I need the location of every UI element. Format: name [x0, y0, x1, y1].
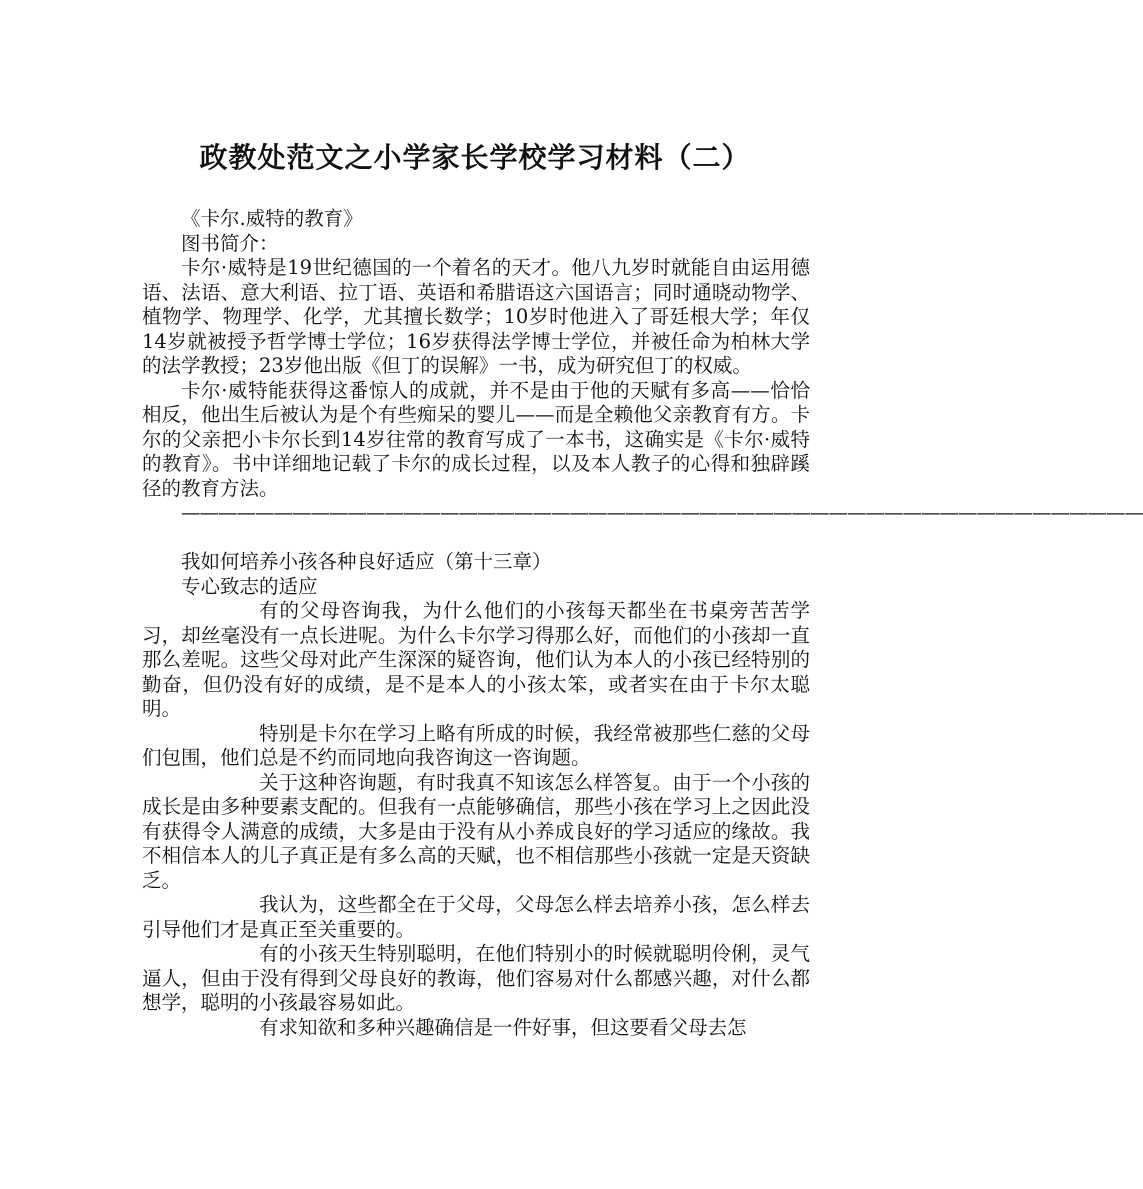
separator-line: ———————————————————————————————————————————————————— [181, 501, 1143, 524]
document-title: 政教处范文之小学家长学校学习材料（二） [199, 141, 751, 174]
body-paragraph: 有的小孩天生特别聪明，在他们特别小的时候就聪明伶俐，灵气逼人，但由于没有得到父母良好的教诲，他们容易对什么都感兴趣，对什么都想学，聪明的小孩最容易如此。 [142, 942, 810, 1014]
section-heading: 专心致志的适应 [181, 574, 318, 598]
chapter-heading: 我如何培养小孩各种良好适应（第十三章） [181, 550, 552, 573]
book-title: 《卡尔.威特的教育》 [181, 207, 363, 230]
body-paragraph: 有求知欲和多种兴趣确信是一件好事，但这要看父母去怎 [259, 1015, 747, 1039]
body-paragraph: 特别是卡尔在学习上略有所成的时候，我经常被那些仁慈的父母们包围，他们总是不约而同地向我咨询这一咨询题。 [142, 721, 810, 769]
intro-paragraph: 卡尔·威特是19世纪德国的一个着名的天才。他八九岁时就能自由运用德语、法语、意大利语、拉丁语、英语和希腊语这六国语言；同时通晓动物学、植物学、物理学、化学，尤其擅长数学；10岁时他进入了哥廷根大学；年仅14岁就被授予哲学博士学位；16岁获得法学博士学位，并被任命为柏林大学的法学教授；23岁他出版《但丁的误解》一书，成为研究但丁的权威。 [142, 256, 810, 377]
body-paragraph: 关于这种咨询题，有时我真不知该怎么样答复。由于一个小孩的成长是由多种要素支配的。但我有一点能够确信，那些小孩在学习上之因此没有获得令人满意的成绩，大多是由于没有从小养成良好的学习适应的缘故。我不相信本人的儿子真正是有多么高的天赋，也不相信那些小孩就一定是天资缺乏。 [142, 770, 810, 892]
body-paragraph: 有的父母咨询我，为什么他们的小孩每天都坐在书桌旁苦苦学习，却丝毫没有一点长进呢。为什么卡尔学习得那么好，而他们的小孩却一直那么差呢。这些父母对此产生深深的疑咨询，他们认为本人的小孩已经特别的勤奋，但仍没有好的成绩，是不是本人的小孩太笨，或者实在由于卡尔太聪明。 [142, 599, 810, 720]
document-body [142, 207, 1143, 1040]
intro-paragraph: 卡尔·威特能获得这番惊人的成就，并不是由于他的天赋有多高——恰恰相反，他出生后被认为是个有些痴呆的婴儿——而是全赖他父亲教育有方。卡尔的父亲把小卡尔长到14岁往常的教育写成了一本书，这确实是《卡尔·威特的教育》。书中详细地记载了卡尔的成长过程，以及本人教子的心得和独辟蹊径的教育方法。 [142, 378, 810, 500]
body-paragraph: 我认为，这些都全在于父母，父母怎么样去培养小孩，怎么样去引导他们才是真正至关重要的。 [142, 893, 810, 941]
intro-label: 图书简介： [181, 231, 279, 255]
